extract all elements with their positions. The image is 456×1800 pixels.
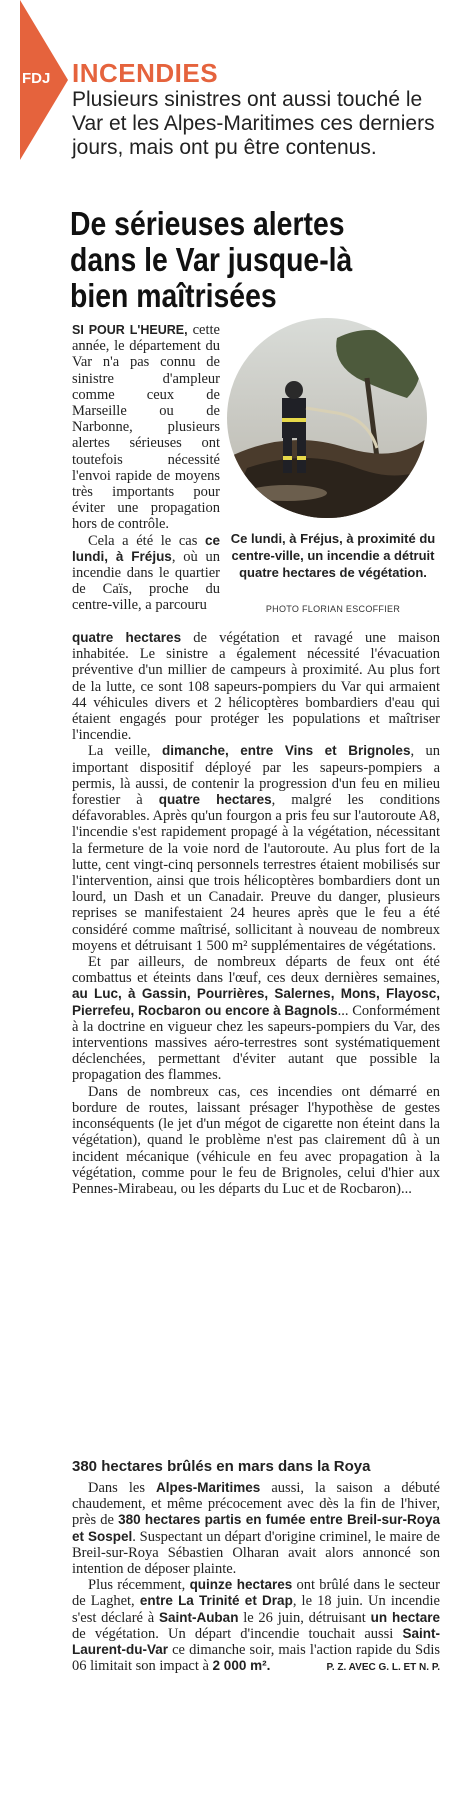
highlight: entre La Trinité et Drap <box>139 1593 293 1609</box>
text-segment: aussi, la saison a débuté chaudement, et même précocement avec dès la fin de l'hiver, près de <box>72 1480 440 1529</box>
highlight: quatre hectares <box>158 792 272 808</box>
subheading: 380 hectares brûlés en mars dans la Roya <box>72 1458 371 1475</box>
highlight: 380 hectares partis en fumée entre Breil-sur-Roya et Sospel <box>72 1512 440 1544</box>
deck: Plusieurs sinistres ont aussi touché le Var et les Alpes-Maritimes ces derniers jours, mais ont pu être contenus. <box>72 88 435 159</box>
highlight: 2 000 m². <box>212 1658 271 1674</box>
article-body <box>72 630 440 1197</box>
text-segment: La veille, <box>88 743 162 760</box>
paragraph-causes: Dans de nombreux cas, ces incendies ont démarré en bordure de routes, laissant présager l'hypothèse de gestes inconséquents (le jet d'un mégot de cigarette non éteint dans la végétation), quand le problème n'est pas clairement dû à un incident mécanique (véhicule en feu avec propagation à la végétation, comme pour le feu de Brignoles, celui d'hier aux Pennes-Mirabeau, ou les départs du Luc et de Rocbaron)... <box>72 1083 440 1197</box>
text-segment: . Suspectant un départ d'origine criminel, le maire de Breil-sur-Roya Sébastien Olharan avait alors annoncé son intention de déposer plainte. <box>72 1528 440 1578</box>
highlight: dimanche, entre Vins et Brignoles <box>161 743 411 759</box>
text-segment: de végétation. Un départ d'incendie touchait aussi <box>72 1625 403 1642</box>
paragraph-alpes-maritimes <box>72 1480 440 1577</box>
highlight: Saint-Auban <box>158 1609 239 1625</box>
paragraph-frejus-end <box>72 630 440 743</box>
text-segment: de végétation et ravagé une maison inhabitée. Le sinistre a également nécessité l'évacuation préventive d'un millier de campeurs à proximité. Au plus fort de la lutte, ce sont 108 sapeurs-pompiers du Var qui armaient 44 véhicules divers et 2 hélicoptères bombardiers d'eau qui étaient engagés pour protéger les populations et maîtriser l'incendie. <box>72 630 440 744</box>
highlight: Saint-Laurent-du-Var <box>72 1625 440 1658</box>
paragraph-intro <box>72 322 220 533</box>
signature: P. Z. AVEC G. L. ET N. P. <box>326 1662 440 1674</box>
text-segment: le 26 juin, détruisant <box>238 1609 371 1626</box>
article-intro-column <box>72 322 220 614</box>
article-body-roya <box>72 1480 440 1676</box>
photo-credit: PHOTO FLORIAN ESCOFFIER <box>265 604 401 614</box>
highlight: quinze hectares <box>189 1577 293 1593</box>
text-segment: cette année, le département du Var n'a pas connu de sinistre d'ampleur comme ceux de Marseille ou de Narbonne, plusieurs alertes sérieuses ont toutefois nécessité l'envoi rapide de moyens très importants pour éviter une propagation hors de contrôle. <box>72 322 220 533</box>
headline: De sérieuses alertes dans le Var jusque-là bien maîtrisées <box>70 205 353 314</box>
text-segment: , un important dispositif déployé par les sapeurs-pompiers a permis, là aussi, de contenir la progression d'un feu en milieu forestier à <box>72 743 440 809</box>
photo-caption: Ce lundi, à Fréjus, à proximité du centre-ville, un incendie a détruit quatre hectares de végétation. <box>230 531 436 580</box>
highlight: au Luc, à Gassin, Pourrières, Salernes, Mons, Flayosc, Pierrefeu, Rocbaron ou encore à Bagnols <box>72 986 440 1018</box>
kicker: INCENDIES <box>72 58 219 88</box>
text-segment: , le 18 juin. Un incendie s'est déclaré à <box>72 1593 440 1626</box>
text-segment: Dans les <box>88 1480 157 1496</box>
text-segment: Et par ailleurs, de nombreux départs de feux ont été combattus et éteints dans l'œuf, ces deux dernières semaines, <box>72 954 440 987</box>
text-segment: Plus récemment, <box>88 1577 190 1594</box>
paragraph-brignoles <box>72 743 440 954</box>
article-photo <box>227 318 427 518</box>
firefighter-photo-illustration <box>227 318 427 518</box>
highlight: quatre hectares <box>72 630 182 645</box>
text-segment: , où un incendie dans le quartier de Caïs, proche du centre-ville, a parcouru <box>72 548 221 614</box>
paragraph-recent <box>72 1577 440 1674</box>
highlight: un hectare <box>370 1609 440 1625</box>
highlight: Alpes-Maritimes <box>156 1480 261 1495</box>
text-segment: ce dimanche soir, mais l'action rapide du Sdis 06 limitait son impact à <box>72 1642 440 1675</box>
paragraph-departs <box>72 954 440 1084</box>
text-segment: ont brûlé dans le secteur de Laghet, <box>72 1577 440 1610</box>
text-segment: Cela a été le cas <box>88 532 205 549</box>
text-segment: , malgré les conditions défavorables. Après qu'un fourgon a pris feu sur l'autoroute A8, l'incendie s'est rapidement propagé à la végétation, nécessitant la fermeture de la voie nord de l'autoroute. Au plus fort de la lutte, cent vingt-cinq personnels terrestres étaient mobilisés sur l'intervention, ainsi que trois hélicoptères bombardiers dont un lourd, un Dash et un Canadair. Preuve du danger, plusieurs reprises se manifestaient 24 heures après que le feu a été considéré comme maîtrisé, sollicitant à nouveau de nombreux moyens et détruisant 1 500 m² supplémentaires de végétations. <box>72 792 441 954</box>
article-lead: SI POUR L'HEURE, <box>72 323 188 337</box>
section-tag: FDJ <box>22 70 51 87</box>
highlight: ce lundi, à Fréjus <box>72 532 220 564</box>
text-segment: ... Conformément à la doctrine en vigueur chez les sapeurs-pompiers du Var, des interventions massives aéro-terrestres sont systématiquement déclenchées, permettant d'éviter autant que possible la propagation des flammes. <box>72 1002 440 1084</box>
paragraph-frejus-start <box>72 533 220 614</box>
